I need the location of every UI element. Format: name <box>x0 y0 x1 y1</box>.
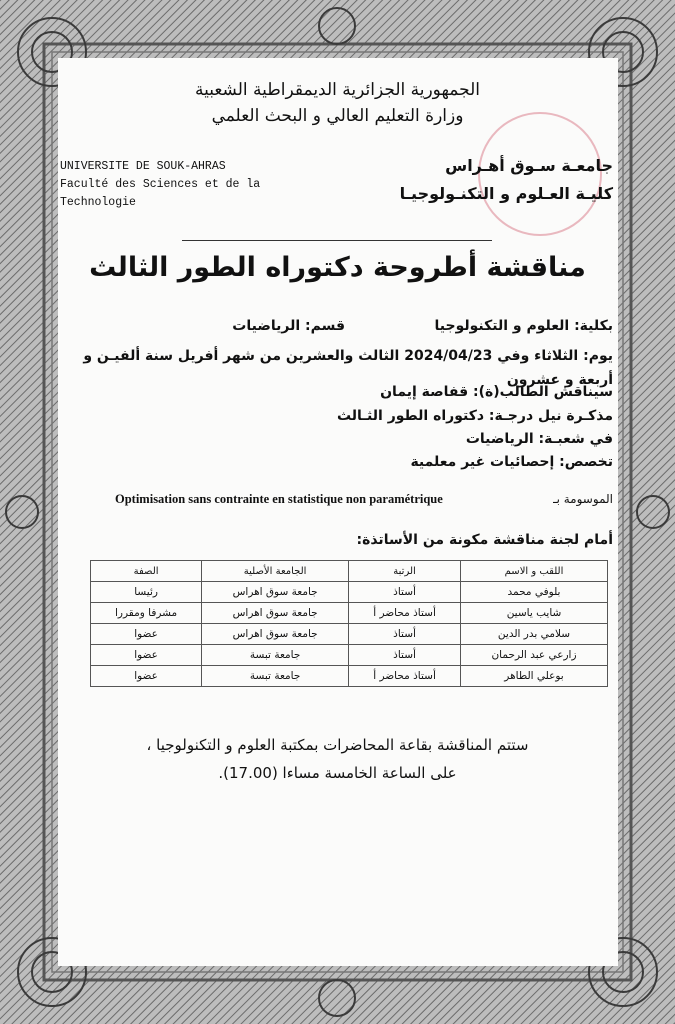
university-name-ar: جامعـة سـوق أهـراس <box>445 156 613 175</box>
column-header-role: الصفة <box>91 561 202 582</box>
time-line: على الساعة الخامسة مساءا (17.00). <box>218 764 457 782</box>
jury-role: عضوا <box>91 666 202 687</box>
table-row <box>91 582 608 603</box>
jury-university: جامعة سوق اهراس <box>202 603 349 624</box>
student-line: سيناقش الطالب(ة): قفاصة إيمان <box>380 384 613 400</box>
branch-line: في شعبـة: الرياضيات <box>465 431 613 447</box>
jury-university: جامعة تبسة <box>202 645 349 666</box>
specialty-line: تخصص: إحصائيات غير معلمية <box>410 454 613 470</box>
department-line: قسم: الرياضيات <box>232 318 345 334</box>
column-header-rank: الرتبة <box>349 561 461 582</box>
table-row <box>91 624 608 645</box>
table-row <box>91 645 608 666</box>
jury-table <box>90 560 608 687</box>
jury-name: سلامي بدر الدين <box>461 624 608 645</box>
faculty-name-ar: كليـة العـلوم و التكنـولوجيـا <box>399 184 613 203</box>
faculty-line: بكلية: العلوم و التكنولوجيا <box>434 318 613 334</box>
jury-role: عضوا <box>91 645 202 666</box>
date-line: يوم: الثلاثاء وفي 2024/04/23 الثالث والعشرين من شهر أفريل سنة ألفيـن و أربعة و عشرون <box>83 348 613 388</box>
jury-university: جامعة سوق اهراس <box>202 624 349 645</box>
page-title: مناقشة أطروحة دكتوراه الطور الثالث <box>89 252 586 283</box>
titled-prefix: الموسومة بـ <box>553 492 613 506</box>
republic-heading: الجمهورية الجزائرية الديمقراطية الشعبية <box>194 80 481 100</box>
table-row <box>91 666 608 687</box>
university-name-fr: UNIVERSITE DE SOUK-AHRAS <box>60 160 226 173</box>
jury-name: شايب ياسين <box>461 603 608 624</box>
jury-role: عضوا <box>91 624 202 645</box>
jury-name: بوعلي الطاهر <box>461 666 608 687</box>
jury-rank: أستاذ <box>349 645 461 666</box>
faculty-name-fr-line1: Faculté des Sciences et de la <box>60 178 261 191</box>
jury-university: جامعة تبسة <box>202 666 349 687</box>
faculty-name-fr-line2: Technologie <box>60 196 136 209</box>
table-row <box>91 603 608 624</box>
thesis-title: Optimisation sans contrainte en statistique non paramétrique <box>115 492 443 506</box>
jury-name: زارعي عبد الرحمان <box>461 645 608 666</box>
header-divider <box>182 240 492 241</box>
jury-rank: أستاذ <box>349 624 461 645</box>
degree-line: مذكـرة نيل درجـة: دكتوراه الطور الثـالث <box>336 408 613 424</box>
column-header-name: اللقب و الاسم <box>461 561 608 582</box>
jury-role: مشرفا ومقررا <box>91 603 202 624</box>
ministry-heading: وزارة التعليم العالي و البحث العلمي <box>211 106 464 126</box>
jury-rank: أستاذ محاضر أ <box>349 603 461 624</box>
jury-rank: أستاذ <box>349 582 461 603</box>
venue-line: ستتم المناقشة بقاعة المحاضرات بمكتبة العلوم و التكنولوجيا ، <box>146 736 529 754</box>
jury-table-wrapper <box>90 560 608 687</box>
column-header-university: الجامعة الأصلية <box>202 561 349 582</box>
jury-name: بلوفي محمد <box>461 582 608 603</box>
jury-university: جامعة سوق اهراس <box>202 582 349 603</box>
jury-heading: أمام لجنة مناقشة مكونة من الأساتذة: <box>356 532 613 548</box>
jury-role: رئيسا <box>91 582 202 603</box>
jury-rank: أستاذ محاضر أ <box>349 666 461 687</box>
table-header-row <box>91 561 608 582</box>
